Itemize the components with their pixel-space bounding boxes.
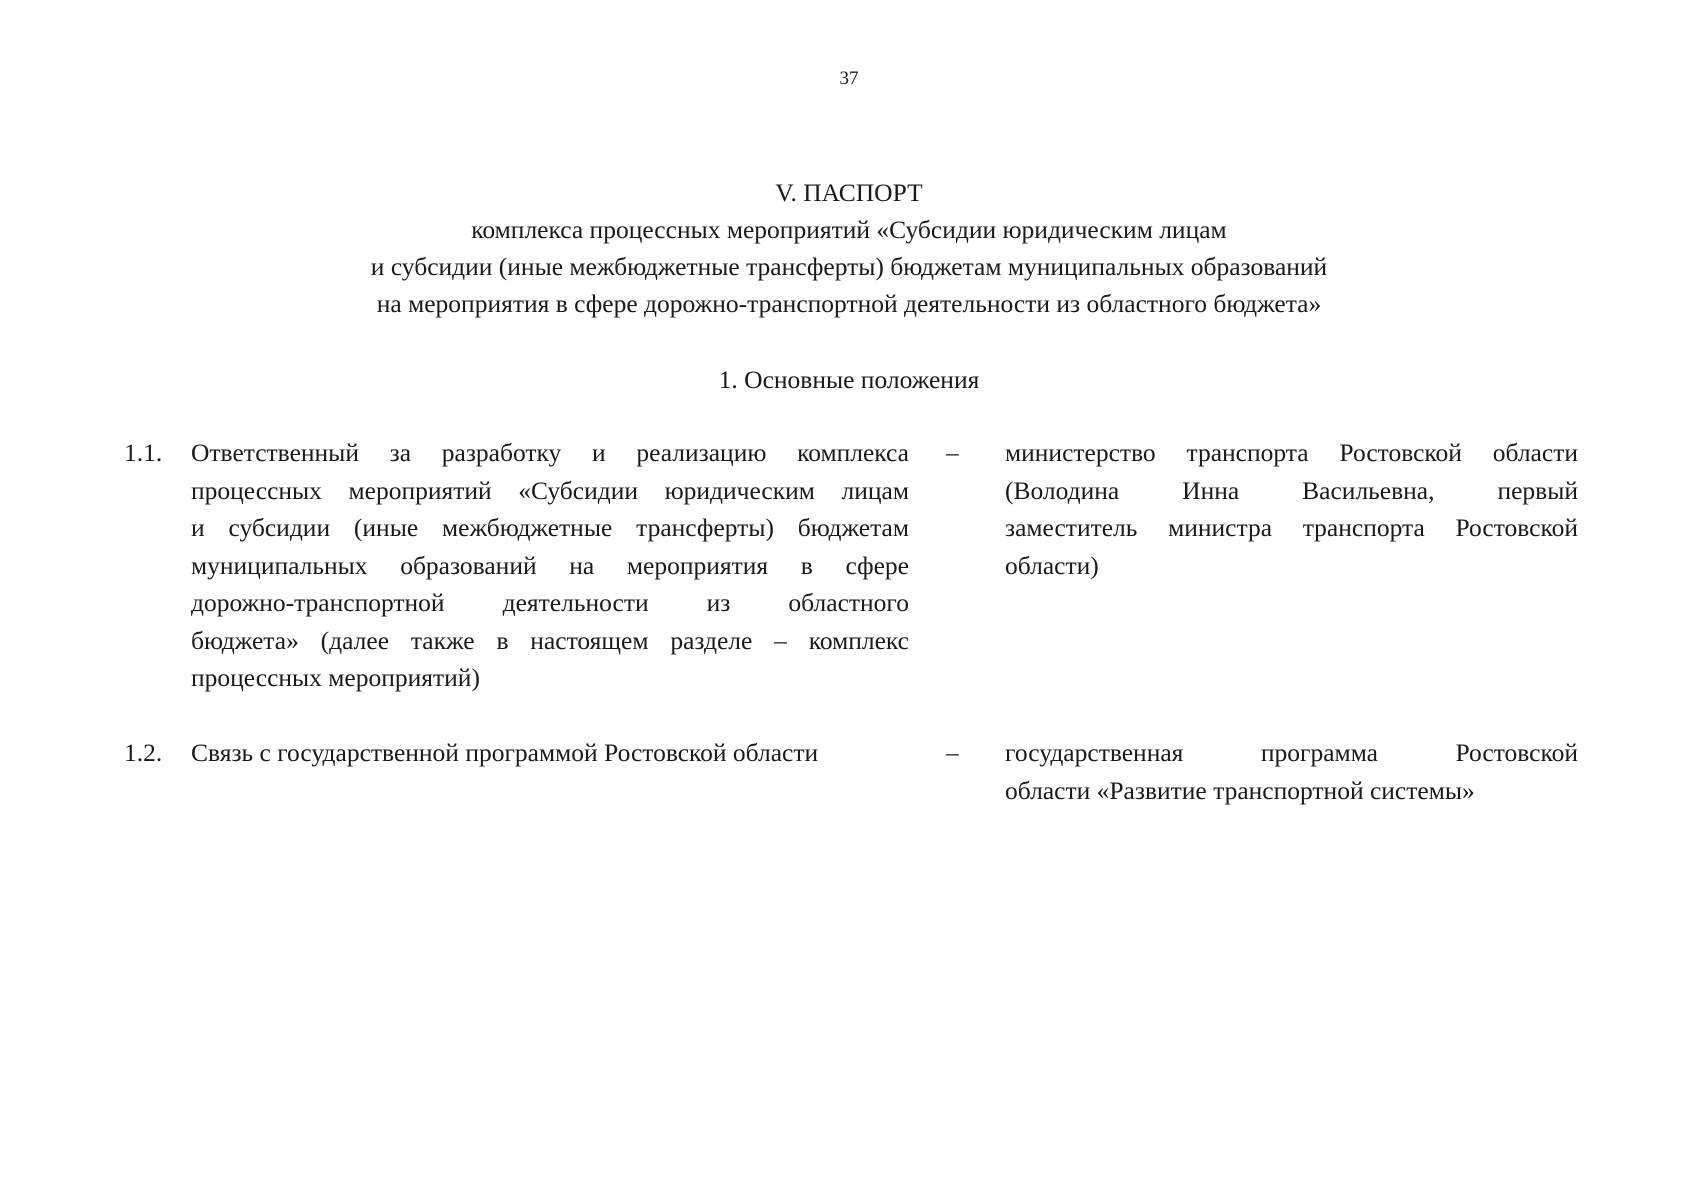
item-number: 1.1. <box>124 438 163 467</box>
item-value-line: области) <box>1005 550 1099 580</box>
item-value-line: заместитель министра транспорта Ростовской <box>1005 513 1578 542</box>
item-label <box>191 734 909 772</box>
title-line-1: V. ПАСПОРТ <box>775 178 923 207</box>
item-label-line: процессных мероприятий «Субсидии юридическим лицам <box>191 475 909 505</box>
item-number: 1.2. <box>124 738 163 767</box>
passport-title <box>0 174 1698 322</box>
item-label-line: Ответственный за разработку и реализацию комплекса <box>191 438 909 467</box>
title-line-3: и субсидии (иные межбюджетные трансферты) бюджетам муниципальных образований <box>370 252 1328 281</box>
item-value-line: (Володина Инна Васильевна, первый <box>1005 475 1578 505</box>
item-value-line: министерство транспорта Ростовской области <box>1005 438 1578 467</box>
title-line-4: на мероприятия в сфере дорожно-транспортной деятельности из областного бюджета» <box>376 289 1322 318</box>
item-label-line: дорожно-транспортной деятельности из областного <box>191 588 909 617</box>
title-line-2: комплекса процессных мероприятий «Субсидии юридическим лицам <box>471 215 1227 244</box>
item-label-line: Связь с государственной программой Ростовской области <box>191 738 819 767</box>
item-dash: – <box>946 738 959 767</box>
item-label-line: муниципальных образований на мероприятия в сфере <box>191 550 909 580</box>
item-value-line: государственная программа Ростовской <box>1005 738 1578 767</box>
item-label-line: и субсидии (иные межбюджетные трансферты) бюджетам <box>191 513 909 542</box>
item-label <box>191 434 909 697</box>
item-dash: – <box>946 438 959 467</box>
item-value <box>1005 734 1578 809</box>
item-label-line: бюджета» (далее также в настоящем разделе – комплекс <box>191 625 909 655</box>
item-label-line: процессных мероприятий) <box>191 663 480 692</box>
item-value-line: области «Развитие транспортной системы» <box>1005 775 1475 805</box>
item-value <box>1005 434 1578 584</box>
section-heading: 1. Основные положения <box>718 365 980 394</box>
page-number: 37 <box>839 68 859 89</box>
